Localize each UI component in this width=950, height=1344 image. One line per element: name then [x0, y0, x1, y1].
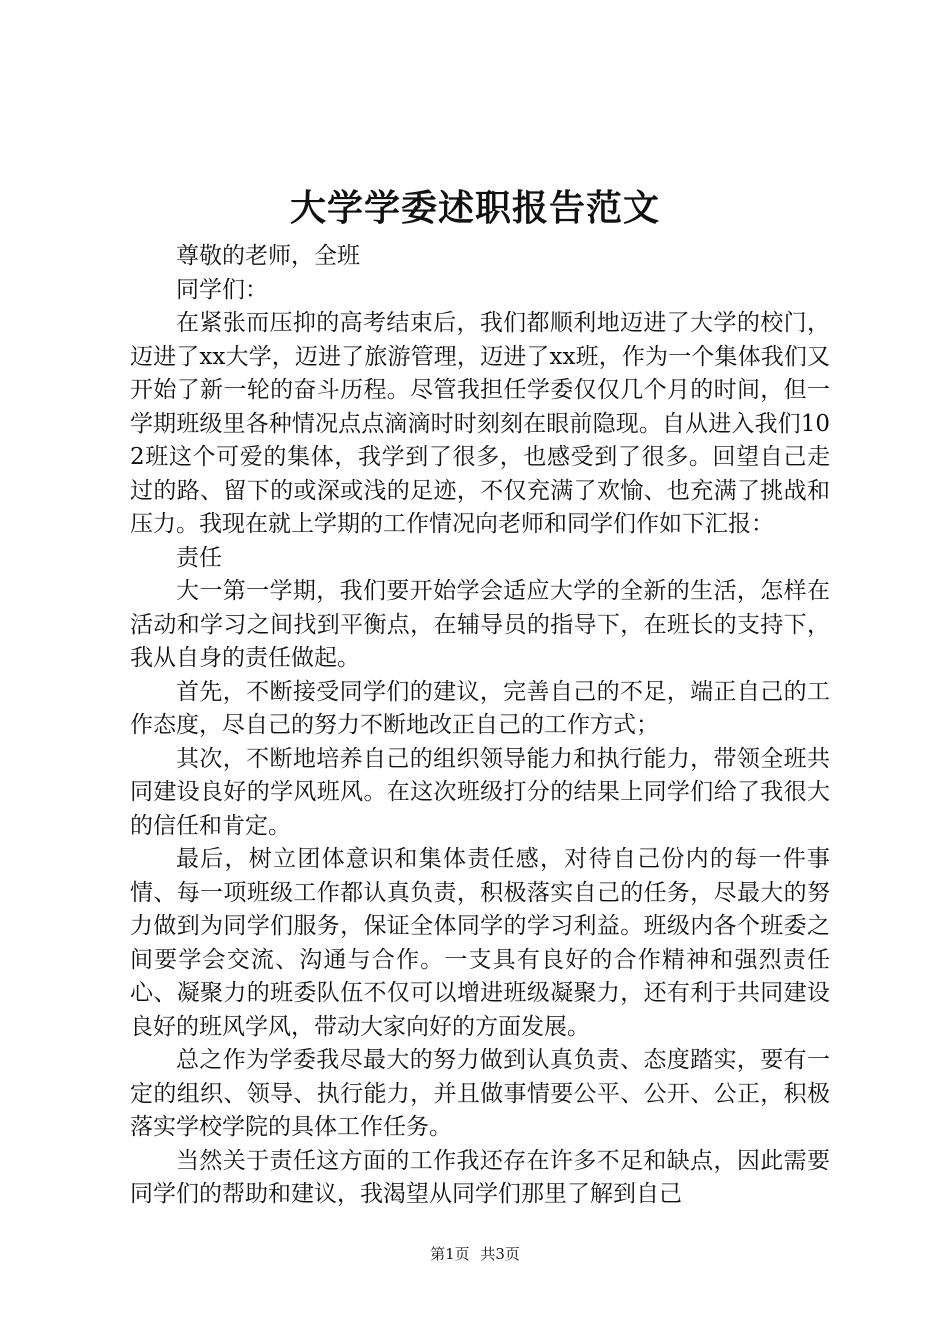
paragraph: 当然关于责任这方面的工作我还存在许多不足和缺点，因此需要同学们的帮助和建议，我渴望从同学们那里了解到自己: [130, 1147, 830, 1207]
paragraph: 最后，树立团体意识和集体责任感，对待自己份内的每一件事情、每一项班级工作都认真负责，积极落实自己的任务，尽最大的努力做到为同学们服务，保证全体同学的学习利益。班级内各个班委之间要学会交流、沟通与合作。一支具有良好的合作精神和强烈责任心、凝聚力的班委队伍不仅可以增进班级凝聚力，还有利于共同建设良好的班风学风，带动大家向好的方面发展。: [130, 846, 830, 1040]
document-body: [130, 240, 830, 1212]
paragraph: 在紧张而压抑的高考结束后，我们都顺利地迈进了大学的校门，迈进了xx大学，迈进了旅游管理，迈进了xx班，作为一个集体我们又开始了新一轮的奋斗历程。尽管我担任学委仅仅几个月的时间，但一学期班级里各种情况点点滴滴时时刻刻在眼前隐现。自从进入我们102班这个可爱的集体，我学到了很多，也感受到了很多。回望自己走过的路、留下的或深或浅的足迹，不仅充满了欢愉、也充满了挑战和压力。我现在就上学期的工作情况向老师和同学们作如下汇报：: [130, 310, 830, 537]
page-number: 第1页: [430, 1245, 470, 1263]
page-footer: [0, 1244, 950, 1264]
section-heading-responsibility: 责任: [176, 544, 222, 571]
paragraph: 首先，不断接受同学们的建议，完善自己的不足，端正自己的工作态度，尽自己的努力不断地改正自己的工作方式；: [130, 678, 830, 738]
paragraph: 其次，不断地培养自己的组织领导能力和执行能力，带领全班共同建设良好的学风班风。在这次班级打分的结果上同学们给了我很大的信任和肯定。: [130, 745, 830, 839]
paragraph: 总之作为学委我尽最大的努力做到认真负责、态度踏实，要有一定的组织、领导、执行能力，并且做事情要公平、公开、公正，积极落实学校学院的具体工作任务。: [130, 1047, 830, 1140]
paragraph: 大一第一学期，我们要开始学会适应大学的全新的生活，怎样在活动和学习之间找到平衡点，在辅导员的指导下，在班长的支持下，我从自身的责任做起。: [130, 578, 830, 671]
paragraph-salutation-cont: 同学们：: [176, 276, 268, 303]
page-total: 共3页: [480, 1245, 520, 1263]
paragraph-salutation: 尊敬的老师，全班: [176, 243, 360, 269]
document-title: 大学学委述职报告范文: [289, 187, 660, 229]
